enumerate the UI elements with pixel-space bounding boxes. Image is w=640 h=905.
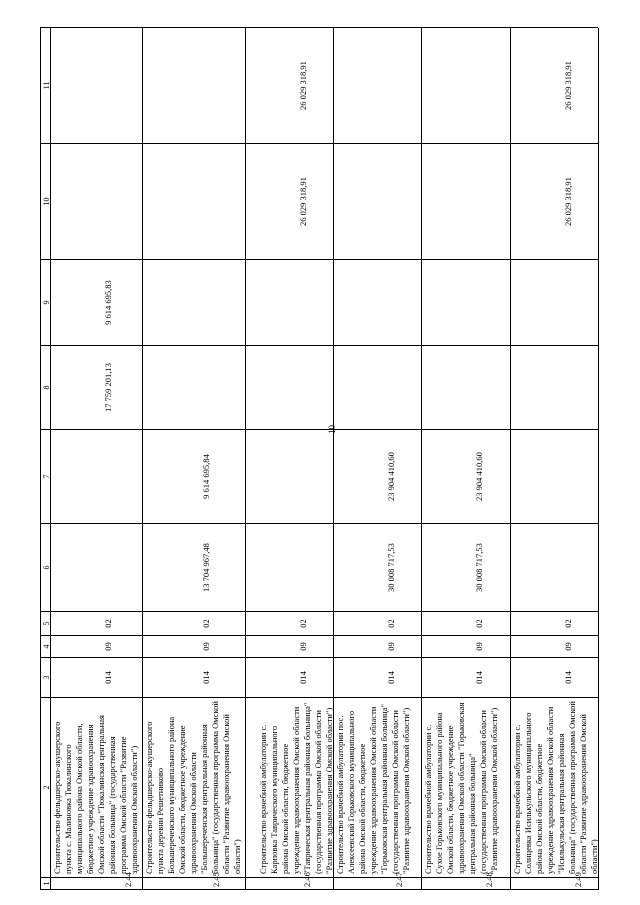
col-8-value xyxy=(142,346,245,430)
col-4-value: 09 xyxy=(142,636,245,658)
col-7-value xyxy=(245,430,333,524)
row-description: Строительство врачебной амбулатории пос. Алексеевский Горьковского муниципального района Омской области, бюджетное учреждение здравоохранения Омской области "Горьковская центральная районная больница" (государственная программа Омской области "Развитие здравоохранения Омской области") xyxy=(333,698,421,878)
col-10-value xyxy=(333,144,421,260)
row-number: 2.44 xyxy=(50,878,142,890)
header-col-6: 6 xyxy=(40,524,50,612)
col-9-value: 9 614 695,83 xyxy=(50,260,142,346)
col-5-value: 02 xyxy=(142,612,245,636)
table-row xyxy=(245,28,333,890)
row-description: Строительство врачебной амбулатории с. Солнцевка Исилькульского муниципального района Омской области, бюджетное учреждение здравоохранения Омской области "Исилькульская центральная районная больница" (государственная программа Омской области "Развитие здравоохранения Омской области") xyxy=(510,698,598,878)
col-8-value xyxy=(510,346,598,430)
col-3-value: 014 xyxy=(510,658,598,698)
rotated-table-area xyxy=(40,28,598,890)
header-col-9: 9 xyxy=(40,260,50,346)
col-10-value xyxy=(421,144,510,260)
col-11-value xyxy=(333,28,421,144)
col-8-value xyxy=(333,346,421,430)
header-col-8: 8 xyxy=(40,346,50,430)
col-11-value xyxy=(50,28,142,144)
col-11-value: 26 029 318,91 xyxy=(510,28,598,144)
col-3-value: 014 xyxy=(333,658,421,698)
col-9-value xyxy=(510,260,598,346)
header-col-11: 11 xyxy=(40,28,50,144)
table-row xyxy=(142,28,245,890)
col-4-value: 09 xyxy=(245,636,333,658)
col-7-value: 23 904 410,60 xyxy=(421,430,510,524)
col-10-value xyxy=(142,144,245,260)
col-11-value xyxy=(142,28,245,144)
col-4-value: 09 xyxy=(421,636,510,658)
row-description: Строительство фельдшерско-акушерского пункта деревни Решетниково Большереченского муниципального района Омской области, бюджетное учреждение здравоохранения Омской области "Большереченская центральная районная больница" (государственная программа Омской области "Развитие здравоохранения Омской области") xyxy=(142,698,245,878)
page-number: 10 xyxy=(326,425,337,434)
col-8-value xyxy=(421,346,510,430)
header-col-7: 7 xyxy=(40,430,50,524)
col-10-value: 26 029 318,91 xyxy=(510,144,598,260)
header-col-3: 3 xyxy=(40,658,50,698)
row-number: 2.46 xyxy=(245,878,333,890)
header-col-1: 1 xyxy=(40,878,50,890)
col-3-value: 014 xyxy=(142,658,245,698)
col-7-value: 9 614 695,84 xyxy=(142,430,245,524)
col-3-value: 014 xyxy=(245,658,333,698)
col-11-value: 26 029 318,91 xyxy=(245,28,333,144)
col-6-value xyxy=(510,524,598,612)
header-col-10: 10 xyxy=(40,144,50,260)
col-6-value: 13 704 967,48 xyxy=(142,524,245,612)
col-3-value: 014 xyxy=(50,658,142,698)
col-4-value: 09 xyxy=(333,636,421,658)
header-col-4: 4 xyxy=(40,636,50,658)
col-4-value: 09 xyxy=(510,636,598,658)
col-5-value: 02 xyxy=(50,612,142,636)
col-5-value: 02 xyxy=(421,612,510,636)
table-bottom-border xyxy=(598,28,599,890)
col-6-value: 30 008 717,53 xyxy=(421,524,510,612)
col-8-value xyxy=(245,346,333,430)
col-11-value xyxy=(421,28,510,144)
col-8-value: 17 759 201,13 xyxy=(50,346,142,430)
col-10-value: 26 029 318,91 xyxy=(245,144,333,260)
col-5-value: 02 xyxy=(510,612,598,636)
col-9-value xyxy=(421,260,510,346)
budget-table xyxy=(40,28,598,890)
table-row xyxy=(333,28,421,890)
table-row xyxy=(50,28,142,890)
row-number: 2.45 xyxy=(142,878,245,890)
col-9-value xyxy=(245,260,333,346)
col-4-value: 09 xyxy=(50,636,142,658)
row-number: 2.49 xyxy=(510,878,598,890)
col-6-value: 30 008 717,53 xyxy=(333,524,421,612)
col-7-value xyxy=(510,430,598,524)
table-right-border xyxy=(40,27,598,28)
col-6-value xyxy=(245,524,333,612)
col-7-value xyxy=(50,430,142,524)
col-9-value xyxy=(333,260,421,346)
col-6-value xyxy=(50,524,142,612)
row-description: Строительство фельдшерско-акушерского пункта с. Малиновка Тюкалинского муниципального района Омской области, бюджетное учреждение здравоохранения Омской области "Тюкалинская центральная районная больница" (государственная программа Омской области "Развитие здравоохранения Омской области") xyxy=(50,698,142,878)
col-5-value: 02 xyxy=(333,612,421,636)
header-col-2: 2 xyxy=(40,698,50,878)
col-3-value: 014 xyxy=(421,658,510,698)
col-10-value xyxy=(50,144,142,260)
row-description: Строительство врачебной амбулатории с. Сухое Горьковского муниципального района Омской области, бюджетное учреждение здравоохранения Омской области "Горьковская центральная районная больница" (государственная программа Омской области "Развитие здравоохранения Омской области") xyxy=(421,698,510,878)
row-description: Строительство врачебной амбулатории с. Карповка Таврического муниципального района Омской области, бюджетное учреждение здравоохранения Омской области "Таврическая центральная районная больница" (государственная программа Омской области "Развитие здравоохранения Омской области") xyxy=(245,698,333,878)
col-5-value: 02 xyxy=(245,612,333,636)
col-7-value: 23 904 410,60 xyxy=(333,430,421,524)
col-9-value xyxy=(142,260,245,346)
header-col-5: 5 xyxy=(40,612,50,636)
row-number: 2.47 xyxy=(333,878,421,890)
table-row xyxy=(510,28,598,890)
header-row xyxy=(40,28,50,890)
table-row xyxy=(421,28,510,890)
row-number: 2.48 xyxy=(421,878,510,890)
